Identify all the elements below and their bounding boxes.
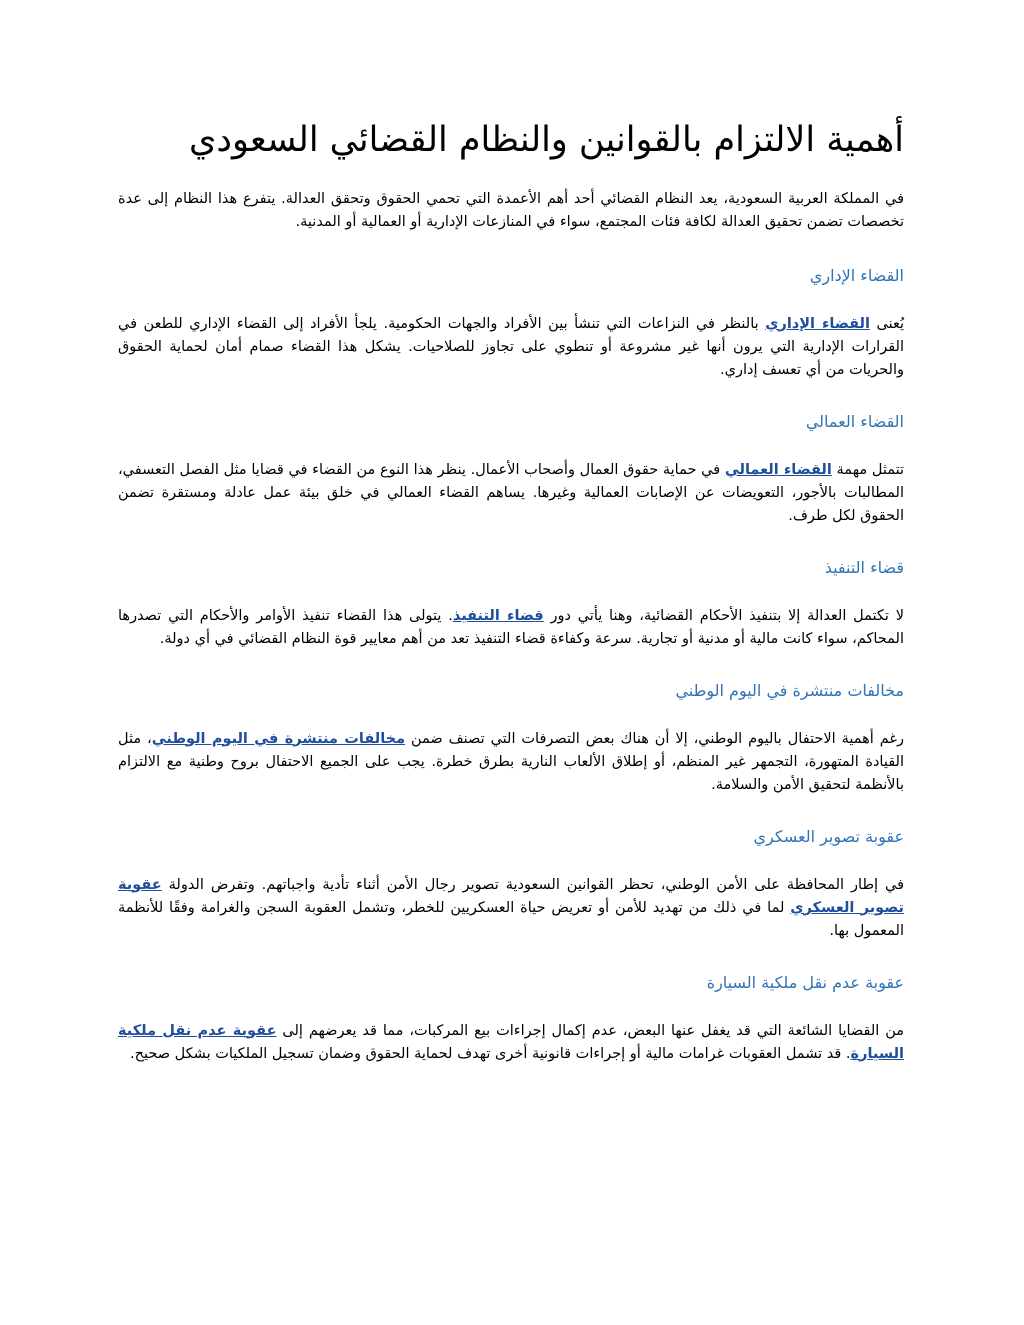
paragraph-text-before: رغم أهمية الاحتفال باليوم الوطني، إلا أن هناك بعض التصرفات التي تصنف ضمن	[405, 730, 904, 747]
section-paragraph	[118, 728, 904, 797]
military-photography-penalty-link[interactable]: عقوبة تصوير العسكري	[118, 876, 904, 916]
section-paragraph	[118, 874, 904, 943]
paragraph-text-before: تتمثل مهمة	[831, 461, 904, 478]
paragraph-text-before: من القضايا الشائعة التي قد يغفل عنها البعض، عدم إكمال إجراءات بيع المركبات، مما قد يعرضهم إلى	[276, 1022, 905, 1039]
section-national-day-violations	[118, 679, 904, 797]
section-paragraph	[118, 459, 904, 528]
paragraph-text-after: . قد تشمل العقوبات غرامات مالية أو إجراءات قانونية أخرى تهدف لحماية الحقوق وضمان تسجيل الملكيات بشكل صحيح.	[130, 1045, 851, 1062]
page-title: أهمية الالتزام بالقوانين والنظام القضائي السعودي	[189, 120, 904, 160]
section-heading: مخالفات منتشرة في اليوم الوطني	[675, 680, 904, 700]
national-day-violations-link[interactable]: مخالفات منتشرة في اليوم الوطني	[151, 730, 406, 747]
section-car-ownership-transfer-penalty	[118, 971, 904, 1066]
enforcement-judiciary-link[interactable]: قضاء التنفيذ	[452, 607, 544, 624]
paragraph-text-after: بالنظر في النزاعات التي تنشأ بين الأفراد والجهات الحكومية. يلجأ الأفراد إلى القضاء الإداري للطعن في القرارات الإدارية التي يرون أنها غير مشروعة أو تنطوي على تجاوز للصلاحيات. يشكل هذا القضاء صمام أمان لحماية الحقوق والحريات من أي تعسف إداري.	[118, 315, 904, 378]
paragraph-text-before: يُعنى	[869, 315, 904, 332]
paragraph-text-before: لا تكتمل العدالة إلا بتنفيذ الأحكام القضائية، وهنا يأتي دور	[543, 607, 904, 624]
paragraph-text-after: لما في ذلك من تهديد للأمن أو تعريض حياة العسكريين للخطر، وتشمل العقوبة السجن والغرامة وفقًا للأنظمة المعمول بها.	[118, 899, 904, 939]
section-enforcement-judiciary	[118, 556, 904, 651]
paragraph-text-before: في إطار المحافظة على الأمن الوطني، تحظر القوانين السعودية تصوير رجال الأمن أثناء تأدية واجباتهم. وتفرض الدولة	[161, 876, 904, 893]
labor-judiciary-link[interactable]: القضاء العمالي	[724, 461, 832, 478]
section-paragraph	[118, 313, 904, 382]
section-paragraph	[118, 605, 904, 651]
section-military-photography-penalty	[118, 825, 904, 943]
section-heading: القضاء الإداري	[809, 265, 904, 285]
car-ownership-transfer-penalty-link[interactable]: عقوبة عدم نقل ملكية السيارة	[118, 1022, 904, 1062]
section-heading: قضاء التنفيذ	[824, 557, 904, 577]
section-paragraph	[118, 1020, 904, 1066]
administrative-judiciary-link[interactable]: القضاء الإداري	[765, 315, 870, 332]
section-labor-judiciary	[118, 410, 904, 528]
paragraph-text-after: في حماية حقوق العمال وأصحاب الأعمال. ينظر هذا النوع من القضاء في قضايا مثل الفصل التعسفي، المطالبات بالأجور، التعويضات عن الإصابات العمالية وغيرها. يساهم القضاء العمالي في خلق بيئة عمل عادلة ومستقرة تضمن الحقوق لكل طرف.	[118, 461, 904, 524]
paragraph-text-after: ، مثل القيادة المتهورة، التجمهر غير المنظم، أو إطلاق الألعاب النارية بطرق خطرة. يجب على الجميع الاحتفال بروح وطنية مع الالتزام بالأنظمة لتحقيق الأمن والسلامة.	[118, 730, 904, 793]
section-heading: القضاء العمالي	[805, 411, 904, 431]
section-heading: عقوبة عدم نقل ملكية السيارة	[706, 972, 904, 992]
section-heading: عقوبة تصوير العسكري	[753, 826, 904, 846]
section-administrative-judiciary	[118, 264, 904, 382]
paragraph-text-after: . يتولى هذا القضاء تنفيذ الأوامر والأحكام التي تصدرها المحاكم، سواء كانت مالية أو مدنية أو تجارية. سرعة وكفاءة قضاء التنفيذ تعد من أهم معايير قوة النظام القضائي في أي دولة.	[118, 607, 904, 647]
intro-paragraph: في المملكة العربية السعودية، يعد النظام القضائي أحد أهم الأعمدة التي تحمي الحقوق وتحقق العدالة. يتفرع هذا النظام إلى عدة تخصصات تضمن تحقيق العدالة لكافة فئات المجتمع، سواء في المنازعات الإدارية أو العمالية أو المدنية.	[118, 190, 904, 230]
